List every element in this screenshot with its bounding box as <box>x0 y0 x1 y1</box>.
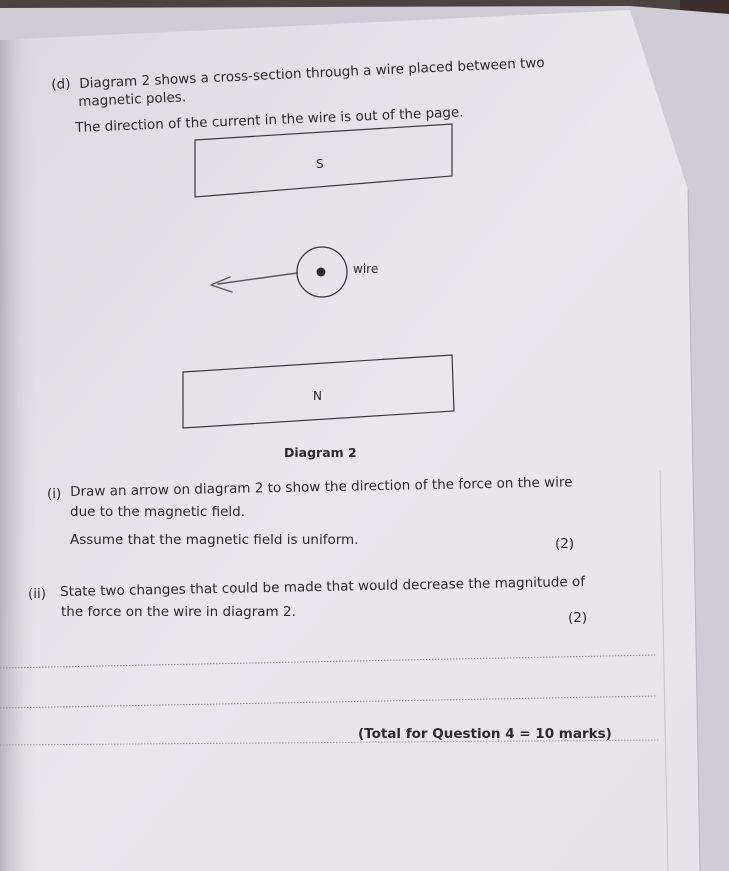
part-ii-marks: (2) <box>568 610 588 626</box>
diagram-caption: Diagram 2 <box>284 445 357 460</box>
part-ii-label: (ii) <box>28 586 47 602</box>
question-total: (Total for Question 4 = 10 marks) <box>358 726 612 742</box>
part-d-line3: The direction of the current in the wire is out of the page. <box>75 104 464 136</box>
part-ii-line1: State two changes that could be made that would decrease the magnitude of <box>60 573 586 600</box>
north-pole-label: N <box>313 389 322 403</box>
part-i-marks: (2) <box>555 536 575 552</box>
part-i-line2: due to the magnetic field. <box>70 504 246 520</box>
part-d-line2: magnetic poles. <box>78 89 187 110</box>
part-i-line1: Draw an arrow on diagram 2 to show the direction of the force on the wire <box>70 474 573 500</box>
part-i-label: (i) <box>47 486 62 502</box>
south-pole-label: S <box>316 157 324 171</box>
part-d-label: (d) <box>51 76 71 93</box>
part-d-line1: Diagram 2 shows a cross-section through a wire placed between two <box>79 54 545 92</box>
part-i-line3: Assume that the magnetic field is uniform. <box>70 532 359 548</box>
wire-dot <box>317 268 326 277</box>
part-ii-line2: the force on the wire in diagram 2. <box>61 604 296 620</box>
wire-label: wire <box>353 262 379 276</box>
